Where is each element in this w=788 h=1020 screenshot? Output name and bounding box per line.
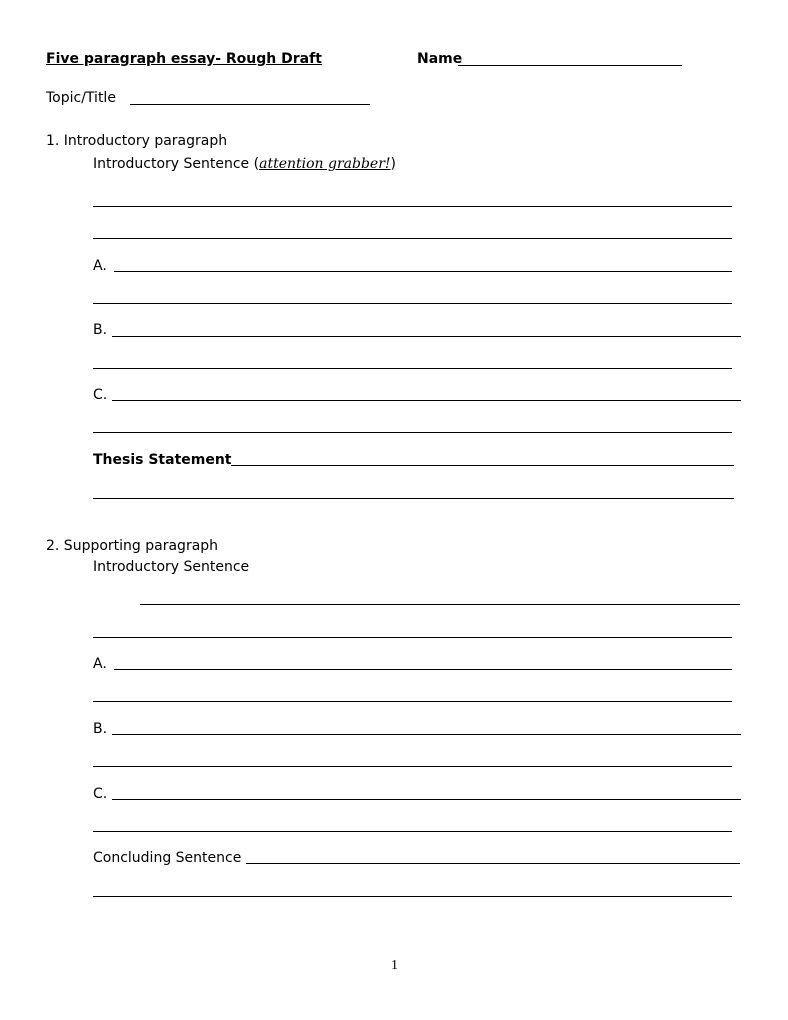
- section2-c-line[interactable]: [112, 799, 741, 800]
- name-field[interactable]: [458, 65, 682, 66]
- section2-intro-sentence-label: Introductory Sentence: [93, 559, 250, 575]
- section1-heading: 1. Introductory paragraph: [46, 133, 228, 149]
- section1-intro-line-2[interactable]: [93, 238, 732, 239]
- concluding-sentence-label: Concluding Sentence: [93, 850, 242, 866]
- thesis-statement-line[interactable]: [231, 465, 734, 466]
- attention-grabber-hint: attention grabber!: [259, 156, 391, 172]
- section2-intro-line-2[interactable]: [93, 637, 732, 638]
- section1-a-label: A.: [93, 258, 107, 274]
- section1-c-label: C.: [93, 387, 108, 403]
- section1-a-line[interactable]: [114, 271, 732, 272]
- worksheet-title: Five paragraph essay- Rough Draft: [46, 51, 322, 67]
- concluding-sentence-line[interactable]: [246, 863, 740, 864]
- thesis-statement-label: Thesis Statement: [93, 452, 232, 468]
- section1-b-label: B.: [93, 322, 108, 338]
- section1-a-line-2[interactable]: [93, 303, 732, 304]
- section1-c-line[interactable]: [112, 400, 741, 401]
- section1-b-line-2[interactable]: [93, 368, 732, 369]
- section1-b-line[interactable]: [112, 336, 741, 337]
- topic-title-field[interactable]: [130, 104, 370, 105]
- section2-b-line-2[interactable]: [93, 766, 732, 767]
- section1-intro-sentence-label: Introductory Sentence (attention grabber!): [93, 156, 396, 172]
- concluding-sentence-line-2[interactable]: [93, 896, 732, 897]
- section2-heading: 2. Supporting paragraph: [46, 538, 219, 554]
- section2-intro-line-1[interactable]: [140, 604, 740, 605]
- section2-c-label: C.: [93, 786, 108, 802]
- page-number: 1: [391, 958, 398, 973]
- thesis-statement-line-2[interactable]: [93, 498, 734, 499]
- section2-b-label: B.: [93, 721, 108, 737]
- section2-a-line[interactable]: [114, 669, 732, 670]
- section1-intro-line-1[interactable]: [93, 206, 732, 207]
- section1-c-line-2[interactable]: [93, 432, 732, 433]
- section2-b-line[interactable]: [112, 734, 741, 735]
- name-label: Name: [417, 51, 463, 67]
- section2-a-label: A.: [93, 656, 107, 672]
- section2-a-line-2[interactable]: [93, 701, 732, 702]
- topic-title-label: Topic/Title: [46, 90, 116, 106]
- section2-c-line-2[interactable]: [93, 831, 732, 832]
